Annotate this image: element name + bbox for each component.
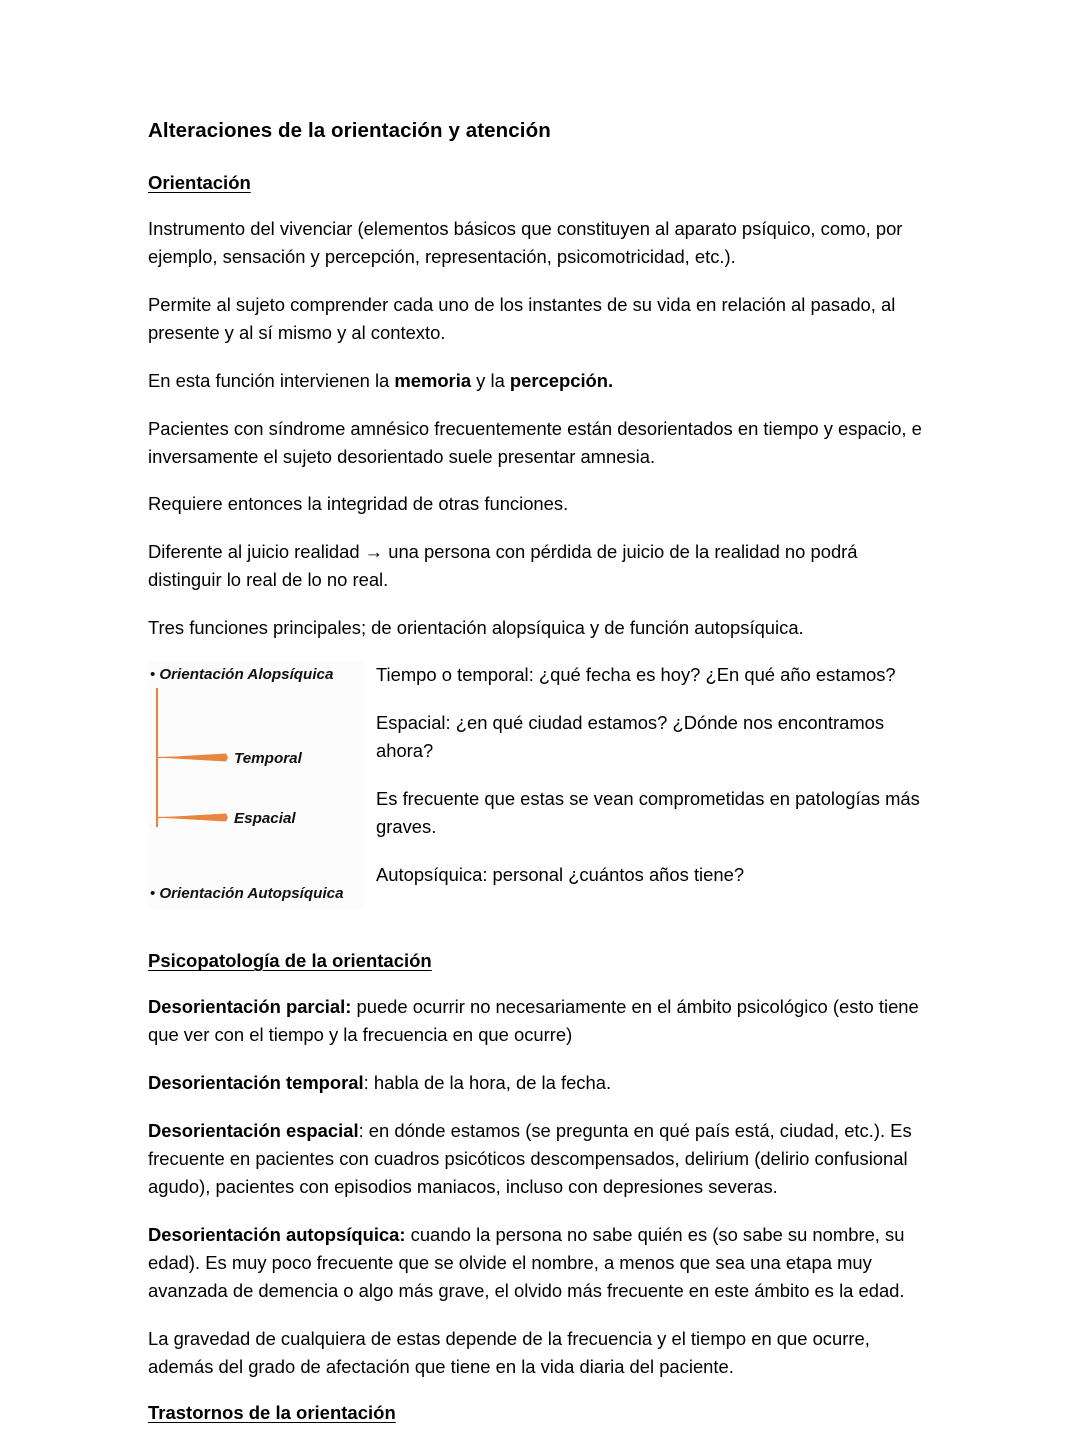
paragraph-juicio-realidad: Diferente al juicio realidad → una persona con pérdida de juicio de la realidad no podrá distinguir lo real de lo no real. (148, 541, 858, 591)
bullet-marker-icon: • (150, 666, 156, 684)
section-heading-orientacion-text: Orientación (148, 171, 251, 193)
diagram-label-espacial: Espacial (234, 810, 296, 828)
memoria-middle: y la (471, 369, 510, 391)
section-heading-psicopatologia-text: Psicopatología de la orientación (148, 950, 432, 972)
paragraph-requiere-integridad: Requiere entonces la integridad de otras funciones. (148, 493, 569, 515)
item-desorientacion-temporal (148, 1069, 934, 1097)
term-desorientacion-autopsiquica: Desorientación autopsíquica: (148, 1224, 406, 1246)
diagram-bullet-alopsiquica (150, 666, 333, 684)
diagram-connector-lines (148, 661, 364, 909)
diagram-bullet-autopsiquica-label: Orientación Autopsíquica (159, 885, 344, 903)
orientation-diagram-figure (148, 661, 364, 909)
section-heading-orientacion (148, 171, 934, 195)
term-desorientacion-parcial: Desorientación parcial: (148, 996, 352, 1018)
paragraph-tres-funciones: Tres funciones principales; de orientación alopsíquica y de función autopsíquica. (148, 617, 804, 639)
orientation-diagram-row (148, 661, 934, 909)
text-desorientacion-autopsiquica: cuando la persona no sabe quién es (so sabe su nombre, su edad). Es muy poco frecuente que se olvide el nombre, a menos que sea una etapa muy avanzada de demencia o algo más grave, el olvido más frecuente en este ámbito es la edad. (148, 1224, 905, 1302)
memoria-lead: En esta función intervienen la (148, 369, 395, 391)
bullet-marker-icon-2: • (150, 885, 156, 903)
paragraph-memoria-percepcion (148, 367, 934, 395)
text-desorientacion-parcial: puede ocurrir no necesariamente en el ámbito psicológico (esto tiene que ver con el tiempo y la frecuencia en que ocurre) (148, 996, 919, 1046)
text-desorientacion-espacial: : en dónde estamos (se pregunta en qué país está, ciudad, etc.). Es frecuente en pacientes con cuadros psicóticos descompensados, delirium (delirio confusional agudo), pacientes con episodios maniacos, incluso con depresiones severas. (148, 1120, 912, 1198)
paragraph-pacientes-amnesico: Pacientes con síndrome amnésico frecuentemente están desorientados en tiempo y espacio, e inversamente el sujeto desorientado suele presentar amnesia. (148, 417, 922, 467)
diagram-bullet-alopsiquica-label: Orientación Alopsíquica (159, 666, 334, 684)
item-desorientacion-parcial (148, 993, 934, 1049)
item-desorientacion-autopsiquica (148, 1221, 934, 1305)
paragraph-instrumento: Instrumento del vivenciar (elementos básicos que constituyen al aparato psíquico, como, por ejemplo, sensación y percepción, representación, psicomotricidad, etc.). (148, 217, 903, 267)
term-desorientacion-temporal: Desorientación temporal (148, 1072, 364, 1094)
diagram-branch-line-temporal (157, 757, 188, 758)
memoria-bold: memoria (394, 369, 472, 391)
diagram-label-temporal: Temporal (234, 750, 302, 768)
percepcion-bold: percepción. (509, 369, 614, 391)
document-content (148, 118, 934, 1445)
term-desorientacion-espacial: Desorientación espacial (148, 1120, 359, 1142)
diagram-note-frecuente: Es frecuente que estas se vean comprometidas en patologías más graves. (376, 788, 920, 838)
diagram-bullet-autopsiquica (150, 885, 344, 903)
section-heading-trastornos (148, 1401, 934, 1425)
diagram-notes-column (376, 661, 934, 889)
diagram-note-tiempo: Tiempo o temporal: ¿qué fecha es hoy? ¿En qué año estamos? (376, 664, 896, 686)
page-title: Alteraciones de la orientación y atención (148, 119, 551, 142)
paragraph-gravedad: La gravedad de cualquiera de estas depende de la frecuencia y el tiempo en que ocurre, además del grado de afectación que tiene en la vida diaria del paciente. (148, 1328, 870, 1378)
item-desorientacion-espacial (148, 1117, 934, 1201)
diagram-branch-line-espacial (157, 817, 188, 818)
section-heading-psicopatologia (148, 949, 934, 973)
diagram-note-autopsiquica: Autopsíquica: personal ¿cuántos años tiene? (376, 864, 745, 886)
diagram-note-espacial: Espacial: ¿en qué ciudad estamos? ¿Dónde nos encontramos ahora? (376, 712, 885, 762)
section-heading-trastornos-text: Trastornos de la orientación (148, 1402, 396, 1424)
paragraph-permite: Permite al sujeto comprender cada uno de los instantes de su vida en relación al pasado, al presente y al sí mismo y al contexto. (148, 293, 896, 343)
text-desorientacion-temporal: : habla de la hora, de la fecha. (363, 1072, 612, 1094)
